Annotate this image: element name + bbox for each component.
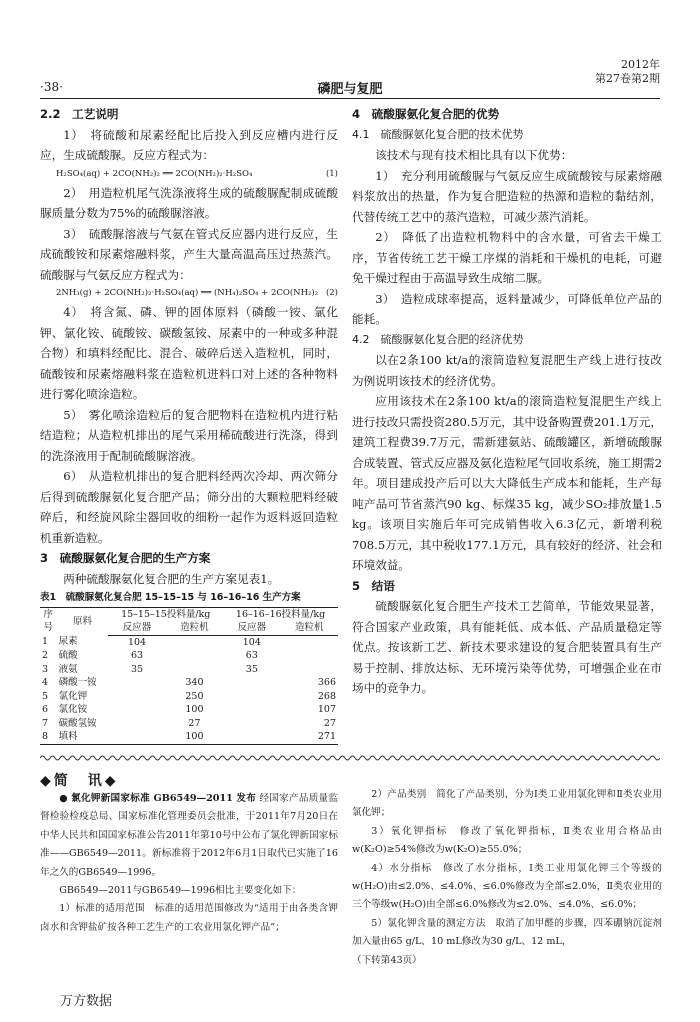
section-3-heading: 3 硫酸脲氨化复合肥的生产方案 xyxy=(40,551,211,565)
step-3-paragraph: 3） 硫酸脲溶液与气氨在管式反应器内进行反应，生成硫酸铵和尿素熔融料浆，产生大量高温高压过热蒸汽。硫酸脲与气氨反应方程式为： xyxy=(40,226,338,282)
left-column xyxy=(40,104,338,745)
advantages-intro: 该技术与现有技术相比具有以下优势： xyxy=(375,148,573,162)
cell-a1 xyxy=(108,690,165,704)
table-row xyxy=(40,717,338,731)
news-left-column xyxy=(40,790,338,937)
cell-b2 xyxy=(281,649,338,663)
cell-a1: 63 xyxy=(130,650,144,661)
continued-note: （下转第43页） xyxy=(352,954,422,966)
cell-no: 3 xyxy=(42,663,49,675)
cell-no: 2 xyxy=(42,650,49,661)
section-4-heading: 4 硫酸脲氨化复合肥的优势 xyxy=(352,107,500,121)
news-body-3: 1）标准的适用范围 标准的适用范围修改为“适用于由各类含钾卤水和含钾盐矿按各种工艺生产的工农业用氯化钾产品”； xyxy=(40,903,338,933)
footer-watermark: 万方数据 xyxy=(60,994,113,1009)
journal-title: 磷肥与复肥 xyxy=(317,82,383,97)
equation-2 xyxy=(40,285,338,302)
cell-b1: 104 xyxy=(242,636,261,648)
news-change-2: 2）产品类别 简化了产品类别，分为Ⅰ类工业用氯化钾和Ⅱ类农业用氯化钾； xyxy=(352,789,662,819)
decorative-wave-divider xyxy=(40,754,660,762)
step-5-paragraph: 5） 雾化喷涂造粒后的复合肥物料在造粒机内进行粘结造粒；从造粒机排出的尾气采用稀硫酸进行洗涤，得到的洗涤液用于配制硫酸脲溶液。 xyxy=(40,407,338,463)
step-4-paragraph: 4） 将含氮、磷、钾的固体原料（磷酸一铵、氯化钾、氯化铵、硫酸铵、碳酸氢铵、尿素中的一种或多种混合物）和填料经配比、混合、破碎后送入造粒机，同时，硫酸铵和尿素熔融料浆在造粒机进料口对上述的各种物料进行雾化喷涂造粒。 xyxy=(40,305,338,401)
section-4-1-heading: 4.1 硫酸脲氨化复合肥的技术优势 xyxy=(352,127,524,141)
table-caption: 表1 硫酸脲氨化复合肥 15–15–15 与 16–16–16 生产方案 xyxy=(40,592,301,603)
cell-material: 液氨 xyxy=(58,663,78,675)
news-body-1: 经国家产品质量监督检验检疫总局、国家标准化管理委员会批准，于2011年7月20日在中华人民共和国国家标准公告2011年第10号中公布了氯化钾新国家标准——GB6549—2011。新标准将于2012年6月1日取代已实施了16年之久的GB6549—1996。 xyxy=(40,793,338,878)
equation-2-body: 2NH₃(g) + 2CO(NH₂)₂·H₂SO₄(aq) ══ (NH₄)₂SO₄ + 2CO(NH₂)₂ xyxy=(56,288,319,298)
cell-b1: 35 xyxy=(245,663,258,675)
bullet-icon: ● xyxy=(59,793,68,804)
step-6-paragraph: 6） 从造粒机排出的复合肥料经两次冷却、两次筛分后得到硫酸脲氨化复合肥产品；筛分出的大颗粒肥料经破碎后，和经旋风除尘器回收的细粉一起作为返料返回造粒机重新造粒。 xyxy=(40,469,338,545)
table-row xyxy=(40,690,338,704)
economic-detail: 应用该技术在2条100 kt/a的滚筒造粒复混肥生产线上进行技改只需投资280.5万元，其中设备购置费201.1万元，建筑工程费39.7万元，需新建氨站、硫酸罐区，新增硫酸脲合成装置、管式反应器及氨化造粒尾气回收系统，施工期需2年。项目建成投产后可以大大降低生产成本和能耗，生产每吨产品可节省蒸汽90 kg、标煤35 kg，减少SO₂排放量1.5 kg。该项目实施后年可完成销售收入6.3亿元，新增利税708.5万元，其中税收177.1万元，具有较好的经济、社会和环境效益。 xyxy=(352,394,662,572)
table-row xyxy=(40,703,338,717)
col-group-16: 16–16–16投料量/kg xyxy=(223,607,338,621)
cell-a2: 250 xyxy=(185,690,204,702)
cell-a2 xyxy=(166,663,223,677)
cell-a1 xyxy=(108,730,165,744)
equation-1-body: H₂SO₄(aq) + 2CO(NH₂)₂ ══ 2CO(NH₂)₂·H₂SO₄ xyxy=(56,168,253,179)
cell-no: 6 xyxy=(42,704,49,715)
col-header-reactor-1: 反应器 xyxy=(108,621,165,635)
step-2-paragraph: 2） 用造粒机尾气洗涤液将生成的硫酸脲配制成硫酸脲质量分数为75%的硫酸脲溶液。 xyxy=(40,185,338,220)
step-1-paragraph: 1） 将硫酸和尿素经配比后投入到反应槽内进行反应，生成硫酸脲。反应方程式为： xyxy=(40,127,338,162)
cell-b2 xyxy=(281,663,338,677)
news-body-2: GB6549—2011与GB6549—1996相比主要变化如下： xyxy=(59,885,302,897)
cell-material: 氯化铵 xyxy=(58,704,88,715)
news-header: ◆简 讯◆ xyxy=(40,773,119,789)
cell-b2: 366 xyxy=(317,677,336,688)
col-header-material: 原料 xyxy=(57,607,109,635)
news-title: 氯化钾新国家标准 GB6549—2011 发布 xyxy=(71,793,257,804)
cell-no: 1 xyxy=(42,636,49,648)
cell-b2: 27 xyxy=(323,717,336,729)
cell-a1 xyxy=(108,676,165,690)
cell-a2: 340 xyxy=(185,677,204,688)
col-header-seq xyxy=(40,607,57,635)
news-change-3: 3）氧化钾指标 修改了氧化钾指标，Ⅱ类农业用合格品由w(K₂O)≥54%修改为w(K₂O)≥55.0%； xyxy=(352,825,662,856)
cell-no: 4 xyxy=(42,677,49,688)
equation-1-number: (1) xyxy=(325,168,338,179)
col-header-reactor-2: 反应器 xyxy=(223,621,280,635)
production-table xyxy=(40,591,338,745)
cell-b1 xyxy=(223,730,280,744)
news-right-column xyxy=(352,786,662,970)
cell-a1 xyxy=(108,717,165,731)
cell-b1 xyxy=(223,703,280,717)
cell-material: 磷酸一铵 xyxy=(58,677,97,688)
cell-b1: 63 xyxy=(245,650,258,661)
cell-a1: 35 xyxy=(130,663,144,675)
issue-volume: 第27卷第2期 xyxy=(595,72,660,85)
cell-a2: 27 xyxy=(188,717,201,729)
table-row xyxy=(40,730,338,744)
table-row xyxy=(40,635,338,649)
cell-no: 5 xyxy=(42,690,49,702)
cell-material: 硫酸 xyxy=(58,650,78,661)
cell-material: 尿素 xyxy=(58,636,78,648)
news-change-5: 5）氯化钾含量的测定方法 取消了加甲醛的步骤，四苯硼钠沉淀剂加入量由65 g/L、10 mL修改为30 g/L、12 mL， xyxy=(352,917,662,948)
section-5-heading: 5 结语 xyxy=(352,578,395,593)
cell-b2 xyxy=(281,635,338,649)
cell-b2: 271 xyxy=(281,730,338,744)
cell-a2: 100 xyxy=(166,730,223,744)
advantage-2: 2） 降低了出造粒机物料中的含水量，可省去干燥工序，节省传统工艺干燥工序煤的消耗和干燥机的电耗，可避免干燥过程由于高温导致生成缩二脲。 xyxy=(352,230,662,285)
page-number: ·38· xyxy=(40,80,63,94)
issue-year: 2012年 xyxy=(621,58,660,71)
cell-material: 碳酸氢铵 xyxy=(58,717,97,729)
table-row xyxy=(40,649,338,663)
cell-a2 xyxy=(166,635,223,649)
news-change-4: 4）水分指标 修改了水分指标，Ⅰ类工业用氯化钾三个等级的w(H₂O)由≤2.0%、≤4.0%、≤6.0%修改为全部≤2.0%，Ⅱ类农业用的三个等级w(H₂O)由全部≤6.0%修改为≤2.0%、≤4.0%、≤6.0%； xyxy=(352,862,662,911)
cell-b1 xyxy=(223,676,280,690)
cell-a2: 100 xyxy=(185,704,204,715)
equation-2-number: (2) xyxy=(325,288,338,298)
cell-no: 8 xyxy=(40,730,57,744)
cell-b2: 268 xyxy=(317,690,336,702)
table-row xyxy=(40,676,338,690)
table-row xyxy=(40,663,338,677)
cell-a1: 104 xyxy=(127,636,147,648)
right-column xyxy=(352,104,662,699)
cell-a2 xyxy=(166,649,223,663)
table-intro: 两种硫酸脲氨化复合肥的生产方案见表1。 xyxy=(63,571,280,586)
section-4-2-heading: 4.2 硫酸脲氨化复合肥的经济优势 xyxy=(352,332,524,346)
equation-1 xyxy=(40,166,338,183)
section-2-2-heading: 2.2 工艺说明 xyxy=(40,107,119,121)
conclusion-paragraph: 硫酸脲氨化复合肥生产技术工艺简单，节能效果显著，符合国家产业政策，具有能耗低、成本低、产品质量稳定等优点。按该新工艺、新技术要求建设的复合肥装置具有生产易于控制、排放达标、无环境污染等优势，可增强企业在市场中的竞争力。 xyxy=(352,599,662,695)
cell-b1 xyxy=(223,690,280,704)
col-header-seq-a: 序 xyxy=(43,608,54,620)
cell-material: 填料 xyxy=(57,730,109,744)
cell-b1 xyxy=(223,717,280,731)
advantage-3: 3） 造粒成球率提高，返料量减少，可降低单位产品的能耗。 xyxy=(352,291,662,326)
col-header-granulator-2: 造粒机 xyxy=(281,621,338,635)
issue-info xyxy=(595,58,660,86)
col-header-seq-b: 号 xyxy=(43,622,54,634)
header-rule xyxy=(40,98,660,99)
cell-a1 xyxy=(108,703,165,717)
economic-intro: 以在2条100 kt/a的滚筒造粒复混肥生产线上进行技改为例说明该技术的经济优势。 xyxy=(352,353,662,388)
cell-b2: 107 xyxy=(317,704,336,715)
news-item-1 xyxy=(40,790,338,882)
cell-no: 7 xyxy=(42,717,49,729)
col-group-15: 15–15–15投料量/kg xyxy=(108,607,223,621)
cell-material: 氯化钾 xyxy=(58,690,88,702)
advantage-1: 1） 充分利用硫酸脲与气氨反应生成硫酸铵与尿素熔融料浆放出的热量，作为复合肥造粒的热源和造粒的黏结剂，代替传统工艺中的蒸汽造粒，可减少蒸汽消耗。 xyxy=(352,168,662,224)
col-header-granulator-1: 造粒机 xyxy=(166,621,223,635)
